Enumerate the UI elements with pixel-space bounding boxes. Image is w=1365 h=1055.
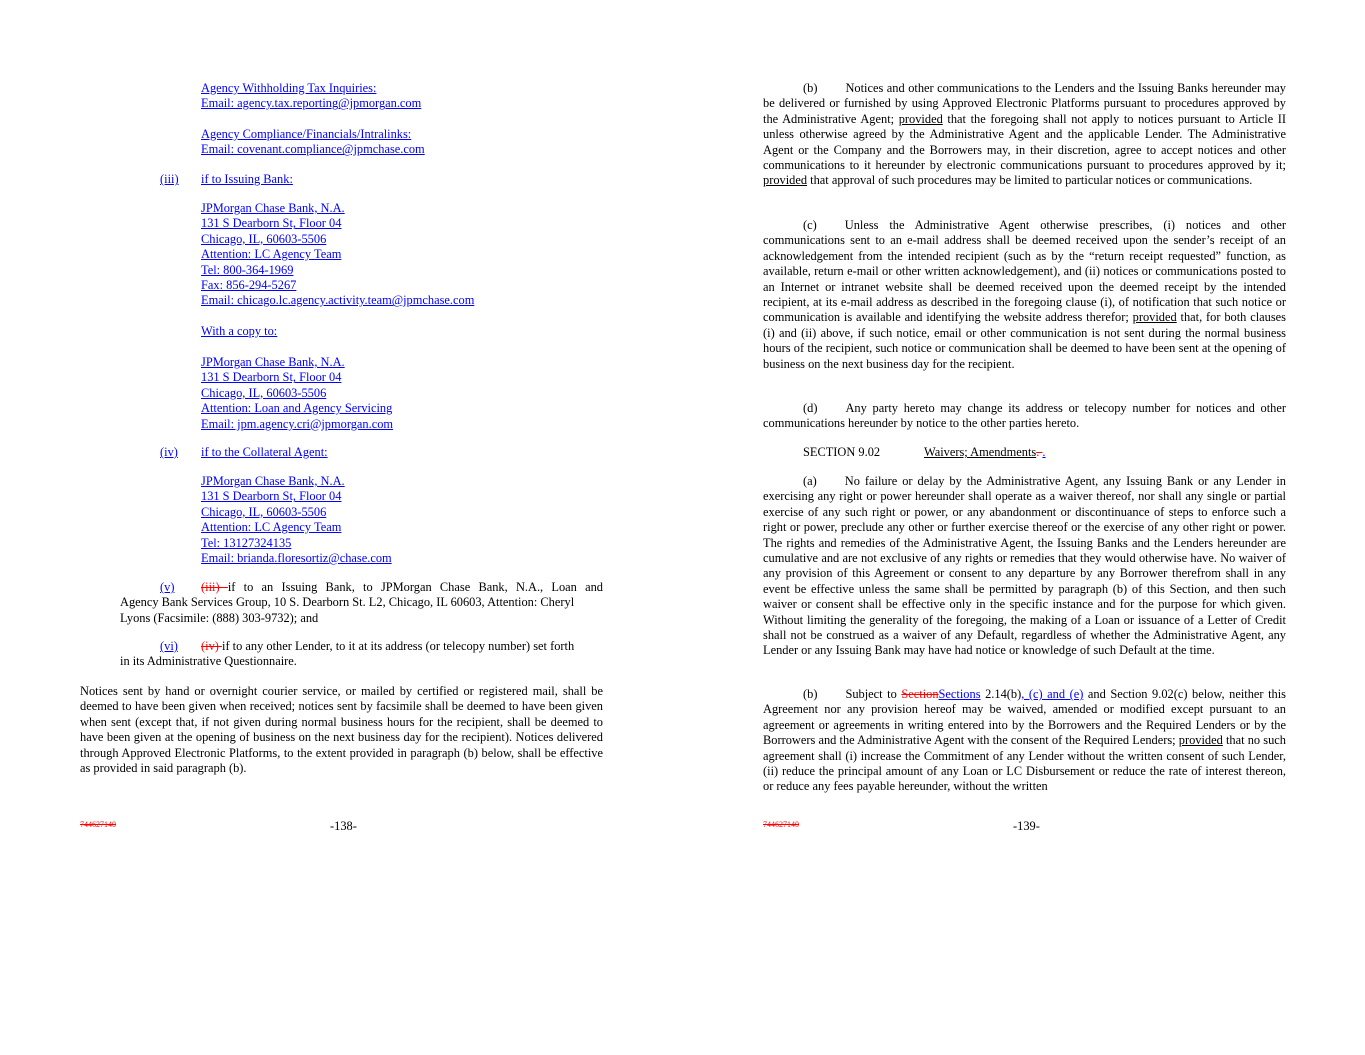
tax-inquiries-block <box>201 81 421 112</box>
address-line: Chicago, IL, 60603-5506 <box>201 231 327 246</box>
page-right <box>683 0 1365 1055</box>
clause-v-line2: Agency Bank Services Group, 10 S. Dearborn St. L2, Chicago, IL 60603, Attention: Cheryl <box>120 595 575 610</box>
clause-v-line1: if to an Issuing Bank, to JPMorgan Chase Bank, N.A., Loan and <box>227 580 603 594</box>
page-left <box>0 0 682 1055</box>
tax-inquiries-email[interactable]: Email: agency.tax.reporting@jpmorgan.com <box>201 96 422 111</box>
section-number: SECTION 9.02 <box>803 445 881 459</box>
address-line: Fax: 856-294-5267 <box>201 278 297 293</box>
clause-vi-deleted-number: (iv) <box>201 639 222 653</box>
clause-v-number: (v) <box>160 580 175 594</box>
para-label: (b) <box>803 687 818 701</box>
paragraph-b-notices: (b) Notices and other communications to the Lenders and the Issuing Banks hereunder may be delivered or furnished by using Approved Electronic Platforms pursuant to procedures approved by the Administrative Agent; provided that the foregoing shall not apply to notices pursuant to Article II unless otherwise agreed by the Administrative Agent and the applicable Lender. The Administrative Agent or the Company and the Borrowers may, in their discretion, agree to accept notices and other communications to it hereunder by electronic communications pursuant to procedures approved by it; provided that approval of such procedures may be limited to particular notices or communications. <box>763 81 1286 188</box>
copy-address <box>201 355 393 432</box>
clause-vi <box>120 639 603 670</box>
clause-v-deleted-number: (iii) <box>201 580 228 594</box>
address-email[interactable]: Email: jpm.agency.cri@jpmorgan.com <box>201 416 394 431</box>
paragraph-a-waiver: (a) No failure or delay by the Administrative Agent, any Issuing Bank or any Lender in exercising any right or power hereunder shall operate as a waiver thereof, nor shall any single or partial exercise of any such right or power, or any abandonment or discontinuance of steps to enforce such a right or power, preclude any other or further exercise thereof or the exercise of any other right or power. The rights and remedies of the Administrative Agent, the Issuing Banks and the Lenders hereunder are cumulative and are not exclusive of any rights or remedies that they would otherwise have. No waiver of any provision of this Agreement or consent to any departure by any Borrower therefrom shall in any event be effective unless the same shall be permitted by paragraph (b) of this Section, and then such waiver or consent shall be effective only in the specific instance and for the purpose for which given. Without limiting the generality of the foregoing, the making of a Loan or issuance of a Letter of Credit shall not be construed as a waiver of any Default, regardless of whether the Administrative Agent, any Lender or any Issuing Bank may have had notice or knowledge of such Default at the time. <box>763 474 1286 658</box>
clause-iv-label: if to the Collateral Agent: <box>201 445 328 459</box>
address-line: Attention: LC Agency Team <box>201 247 342 262</box>
compliance-title: Agency Compliance/Financials/Intralinks: <box>201 127 412 141</box>
address-line: 131 S Dearborn St, Floor 04 <box>201 489 342 504</box>
copy-to-label: With a copy to: <box>201 324 278 338</box>
para-label: (a) <box>803 474 817 488</box>
para-label: (d) <box>803 401 818 415</box>
address-email[interactable]: Email: chicago.lc.agency.activity.team@jpmchase.com <box>201 293 475 308</box>
clause-v <box>120 580 603 626</box>
right-page-number: -139- <box>1013 819 1040 833</box>
left-footer-doc-id: 744627140 <box>80 820 116 829</box>
clause-vi-line2: in its Administrative Questionnaire. <box>120 654 297 669</box>
notices-paragraph: Notices sent by hand or overnight courier service, or mailed by certified or registered mail, shall be deemed to have been given when received; notices sent by facsimile shall be deemed to have been given when sent (except that, if not given during normal business hours for the recipient, shall be deemed to have been given at the opening of business on the next business day for the recipient). Notices delivered through Approved Electronic Platforms, to the extent provided in paragraph (b) below, shall be effective as provided in said paragraph (b). <box>80 684 603 776</box>
address-line: JPMorgan Chase Bank, N.A. <box>201 201 345 215</box>
clause-v-line3: Lyons (Facsimile: (888) 303-9732); and <box>120 610 319 625</box>
paragraph-b-amendments: (b) Subject to SectionSections 2.14(b), (c) and (e) and Section 9.02(c) below, neither this Agreement nor any provision hereof may be waived, amended or modified except pursuant to an agreement or agreements in writing entered into by the Borrowers and the Required Lenders or by the Borrowers and the Administrative Agent with the consent of the Required Lenders; provided that no such agreement shall (i) increase the Commitment of any Lender without the written consent of such Lender, (ii) reduce the principal amount of any Loan or LC Disbursement or reduce the rate of interest thereon, or reduce any fees payable hereunder, without the written <box>763 687 1287 794</box>
right-footer-doc-id: 744627140 <box>763 820 799 829</box>
clause-vi-line1: if to any other Lender, to it at its address (or telecopy number) set forth <box>222 639 575 653</box>
left-page-number: -138- <box>330 819 357 833</box>
address-line: Chicago, IL, 60603-5506 <box>201 385 327 400</box>
tax-inquiries-title: Agency Withholding Tax Inquiries: <box>201 81 377 95</box>
clause-iii-number: (iii) <box>160 172 179 186</box>
compliance-email[interactable]: Email: covenant.compliance@jpmchase.com <box>201 142 425 157</box>
section-9-02-heading: SECTION 9.02 Waivers; Amendments. . <box>803 445 1046 459</box>
section-title: Waivers; Amendments <box>924 445 1037 459</box>
compliance-block <box>201 127 425 158</box>
address-line: Tel: 13127324135 <box>201 535 292 550</box>
address-line: Attention: LC Agency Team <box>201 520 342 535</box>
issuing-bank-address <box>201 201 474 309</box>
address-line: JPMorgan Chase Bank, N.A. <box>201 355 345 369</box>
para-label: (b) <box>803 81 818 95</box>
paragraph-c-electronic: (c) Unless the Administrative Agent otherwise prescribes, (i) notices and other communications sent to an e-mail address shall be deemed received upon the sender’s receipt of an acknowledgement from the intended recipient (such as by the “return receipt requested” function, as available, return e-mail or other written acknowledgement), and (ii) notices or communications posted to an Internet or intranet website shall be deemed received upon the deemed receipt by the intended recipient, at its e-mail address as described in the foregoing clause (i), of notification that such notice or communication is available and identifying the website address therefor; provided that, for both clauses (i) and (ii) above, if such notice, email or other communication is not sent during the normal business hours of the recipient, such notice or communication shall be deemed to have been sent at the opening of business on the next business day for the recipient. <box>763 218 1286 371</box>
address-email[interactable]: Email: brianda.floresortiz@chase.com <box>201 551 392 566</box>
clause-iii-label: if to Issuing Bank: <box>201 172 293 186</box>
address-line: 131 S Dearborn St, Floor 04 <box>201 370 342 385</box>
clause-vi-number: (vi) <box>160 639 178 653</box>
address-line: Attention: Loan and Agency Servicing <box>201 401 393 416</box>
collateral-agent-address <box>201 474 392 566</box>
address-line: JPMorgan Chase Bank, N.A. <box>201 474 345 488</box>
clause-iv-number: (iv) <box>160 445 178 459</box>
para-label: (c) <box>803 218 817 232</box>
address-line: Chicago, IL, 60603-5506 <box>201 504 327 519</box>
paragraph-d-address-change: (d) Any party hereto may change its address or telecopy number for notices and other communications hereunder by notice to the other parties hereto. <box>763 401 1286 431</box>
address-line: 131 S Dearborn St, Floor 04 <box>201 216 342 231</box>
address-line: Tel: 800-364-1969 <box>201 262 294 277</box>
